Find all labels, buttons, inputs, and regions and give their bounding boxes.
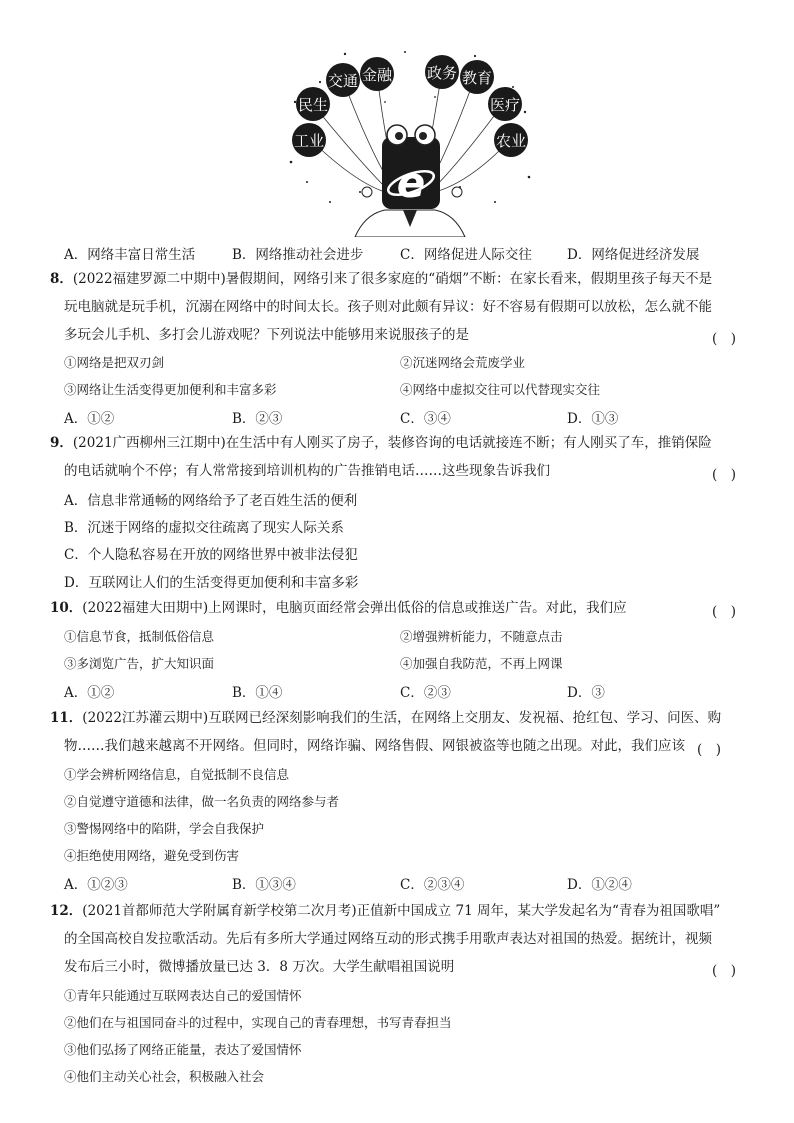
q8-line-2: 玩电脑就是玩手机，沉溺在网络中的时间太长。孩子则对此颇有异议：好不容易有假期可以放松，怎么就不能 — [64, 299, 712, 315]
q8-text-1: (2022福建罗源二中期中)暑假期间，网络引来了很多家庭的“硝烟”不断：在家长看来，假期里孩子每天不是 — [72, 271, 713, 287]
q10-answer-blank: ( ) — [712, 604, 737, 620]
q12-text-1: (2021首都师范大学附属育新学校第二次月考)正值新中国成立 71 周年，某大学发起名为“青春为祖国歌唱” — [82, 903, 721, 919]
q8-answer-blank: ( ) — [712, 331, 737, 347]
bubble-yiliao — [488, 87, 522, 121]
e-logo-letter: e — [396, 158, 426, 207]
q10-statement-3: ③多浏览广告，扩大知识面 — [64, 656, 215, 671]
q8-line-1 — [50, 270, 712, 288]
q12-line-1 — [50, 902, 720, 920]
q8-statement-2: ②沉迷网络会荒废学业 — [400, 355, 526, 370]
q7-option-a: A．网络丰富日常生活 — [64, 247, 196, 263]
q11-statement-2: ②自觉遵守道德和法律，做一名负责的网络参与者 — [64, 794, 340, 809]
bubble-label: 医疗 — [489, 96, 521, 114]
bubble-label: 政务 — [426, 64, 458, 82]
q11-line-2: 物……我们越来越离不开网络。但同时，网络诈骗、网络售假、网银被盗等也随之出现。对此，我们应该 — [64, 738, 685, 754]
q8-line-3: 多玩会儿手机、多打会儿游戏呢？下列说法中能够用来说服孩子的是 — [64, 327, 469, 343]
q11-statement-1: ①学会辨析网络信息，自觉抵制不良信息 — [64, 767, 290, 782]
e-character — [355, 125, 465, 237]
q8-number: 8． — [50, 271, 73, 287]
bubble-minsheng — [296, 87, 330, 121]
q9-option-d: D．互联网让人们的生活变得更加便利和丰富多彩 — [64, 575, 359, 591]
bubble-jiaotong — [326, 63, 360, 97]
q12-statement-2: ②他们在与祖国同奋斗的过程中，实现自己的青春理想，书写青春担当 — [64, 1015, 452, 1030]
bubble-gongye — [292, 123, 326, 157]
q12-statement-4: ④他们主动关心社会，积极融入社会 — [64, 1069, 265, 1084]
q9-line-1 — [50, 434, 712, 452]
q12-line-2: 的全国高校自发拉歌活动。先后有多所大学通过网络互动的形式携手用歌声表达对祖国的热爱。据统计，视频 — [64, 931, 712, 947]
q10-statement-1: ①信息节食，抵制低俗信息 — [64, 629, 215, 644]
q8-statement-1: ①网络是把双刃剑 — [64, 355, 165, 370]
q10-text-1: (2022福建大田期中)上网课时，电脑页面经常会弹出低俗的信息或推送广告。对此，我们应 — [82, 600, 627, 616]
q11-option-a: A．①②③ — [64, 877, 128, 893]
q8-statement-3: ③网络让生活变得更加便利和丰富多彩 — [64, 382, 277, 397]
q9-line-2: 的电话就响个不停；有人常常接到培训机构的广告推销电话……这些现象告诉我们 — [64, 463, 550, 479]
q10-statement-2: ②增强辨析能力，不随意点击 — [400, 629, 563, 644]
q8-option-a: A．①② — [64, 411, 115, 427]
q11-answer-blank: ( ) — [697, 742, 722, 758]
bubble-zhengwu — [425, 55, 459, 89]
q12-line-3: 发布后三小时，微博播放量已达 3．8 万次。大学生献唱祖国说明 — [64, 959, 455, 975]
q10-option-d: D．③ — [567, 685, 605, 701]
q8-option-d: D．①③ — [567, 411, 619, 427]
bubble-label: 金融 — [361, 66, 393, 84]
q10-option-c: C．②③ — [400, 685, 451, 701]
q11-number: 11． — [50, 710, 83, 726]
bubble-label: 工业 — [293, 132, 325, 150]
q10-number: 10． — [50, 600, 83, 616]
q9-option-c: C．个人隐私容易在开放的网络世界中被非法侵犯 — [64, 547, 358, 563]
q11-option-d: D．①②④ — [567, 877, 632, 893]
q11-option-c: C．②③④ — [400, 877, 465, 893]
q11-line-1 — [50, 709, 721, 727]
q8-option-c: C．③④ — [400, 411, 451, 427]
bubble-label: 民生 — [297, 96, 329, 114]
q9-text-1: (2021广西柳州三江期中)在生活中有人刚买了房子，装修咨询的电话就接连不断；有人刚买了车，推销保险 — [72, 435, 712, 451]
q12-number: 12． — [50, 903, 83, 919]
bubble-nongye — [494, 123, 528, 157]
q9-option-b: B．沉迷于网络的虚拟交往疏离了现实人际关系 — [64, 520, 344, 536]
q9-number: 9． — [50, 435, 73, 451]
q11-option-b: B．①③④ — [232, 877, 296, 893]
q7-option-b: B．网络推动社会进步 — [232, 247, 364, 263]
q10-option-b: B．①④ — [232, 685, 283, 701]
q9-option-a: A．信息非常通畅的网络给予了老百姓生活的便利 — [64, 493, 358, 509]
q10-option-a: A．①② — [64, 685, 115, 701]
bubble-jinrong — [360, 57, 394, 91]
bubble-jiaoyu — [460, 60, 494, 94]
q8-option-b: B．②③ — [232, 411, 283, 427]
q7-option-d: D．网络促进经济发展 — [567, 247, 700, 263]
q11-statement-3: ③警惕网络中的陷阱，学会自我保护 — [64, 821, 265, 836]
bubble-label: 交通 — [327, 72, 359, 90]
q8-statement-4: ④网络中虚拟交往可以代替现实交往 — [400, 382, 601, 397]
q12-answer-blank: ( ) — [712, 963, 737, 979]
q12-statement-1: ①青年只能通过互联网表达自己的爱国情怀 — [64, 988, 302, 1003]
internet-applications-illustration — [285, 42, 535, 237]
q9-answer-blank: ( ) — [712, 467, 737, 483]
q11-statement-4: ④拒绝使用网络，避免受到伤害 — [64, 848, 240, 863]
bubble-label: 农业 — [495, 132, 527, 150]
q10-statement-4: ④加强自我防范，不再上网课 — [400, 656, 563, 671]
q11-text-1: (2022江苏灌云期中)互联网已经深刻影响我们的生活，在网络上交朋友、发祝福、抢红包、学习、问医、购 — [82, 710, 722, 726]
q7-option-c: C．网络促进人际交往 — [400, 247, 532, 263]
q10-line-1 — [50, 599, 627, 617]
q12-statement-3: ③他们弘扬了网络正能量，表达了爱国情怀 — [64, 1042, 302, 1057]
bubble-label: 教育 — [461, 69, 493, 87]
